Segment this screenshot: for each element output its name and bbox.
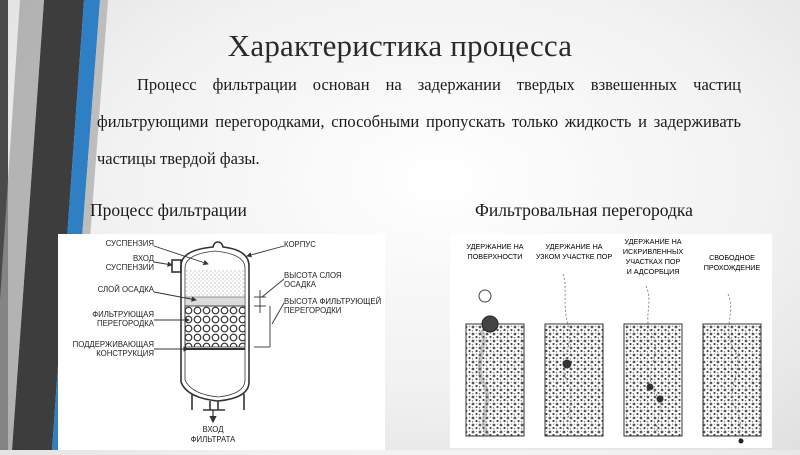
mechanism-label-1-line1: УДЕРЖАНИЕ НА (466, 242, 524, 251)
mechanism-curved-pore-adsorption (623, 237, 683, 436)
mechanism-surface (466, 242, 524, 436)
mechanism-label-4-line2: ПРОХОЖДЕНИЕ (703, 263, 761, 272)
label-filter-line1: ФИЛЬТРУЮЩАЯ (92, 310, 154, 319)
label-layer-height-line2: ОСАДКА (284, 280, 317, 289)
mechanism-free-passage (703, 253, 761, 444)
label-inlet-line1: ВХОД (133, 254, 154, 263)
label-filter-line2: ПЕРЕГОРОДКА (97, 319, 154, 328)
description-paragraph (97, 66, 741, 177)
mechanism-label-2-line2: УЗКОМ УЧАСТКЕ ПОР (535, 252, 613, 261)
label-sediment: СЛОЙ ОСАДКА (97, 285, 154, 294)
label-support-line1: ПОДДЕРЖИВАЮЩАЯ (72, 340, 154, 349)
label-outlet-line1: ВХОД (202, 425, 224, 434)
caption-filter-partition: Фильтровальная перегородка (475, 200, 693, 220)
label-filter-height-line1: ВЫСОТА ФИЛЬТРУЮЩЕЙ (284, 297, 382, 306)
label-body: КОРПУС (284, 240, 316, 249)
mechanism-label-3-line2: ИСКРИВЛЕННЫХ (622, 247, 684, 256)
label-outlet-line2: ФИЛЬТРАТА (190, 435, 236, 444)
retention-mechanisms-diagram (450, 234, 772, 448)
caption-filtration-process: Процесс фильтрации (90, 200, 247, 220)
mechanism-narrow-pore (536, 242, 612, 436)
mechanism-label-4-line1: СВОБОДНОЕ (709, 253, 755, 262)
mechanism-label-2-line1: УДЕРЖАНИЕ НА (545, 242, 603, 251)
filtration-process-diagram (58, 234, 385, 450)
mechanism-label-3-line1: УДЕРЖАНИЕ НА (624, 237, 682, 246)
label-support-line2: КОНСТРУКЦИЯ (96, 349, 154, 358)
label-inlet-line2: СУСПЕНЗИИ (105, 263, 154, 272)
label-layer-height-line1: ВЫСОТА СЛОЯ (284, 271, 342, 280)
filter-partition-diagram (450, 234, 772, 448)
paragraph-text: Процесс фильтрации основан на задержании твердых взвешенных частиц фильтрующими перегородками, способными пропускать только жидкость и задерживать частицы твердой фазы. (97, 75, 741, 168)
slide-title: Характеристика процесса (227, 28, 573, 63)
filter-vessel-diagram (58, 234, 385, 450)
mechanism-label-3-line4: И АДСОРБЦИЯ (626, 267, 680, 276)
label-filter-height-line2: ПЕРЕГОРОДКИ (284, 306, 342, 315)
suspension-fill (185, 270, 245, 297)
sediment-layer (185, 297, 245, 306)
mechanism-label-1-line2: ПОВЕРХНОСТИ (467, 252, 523, 261)
filter-media (185, 306, 245, 347)
label-suspension: СУСПЕНЗИЯ (105, 239, 154, 248)
mechanism-label-3-line3: УЧАСТКАХ ПОР (625, 257, 681, 266)
